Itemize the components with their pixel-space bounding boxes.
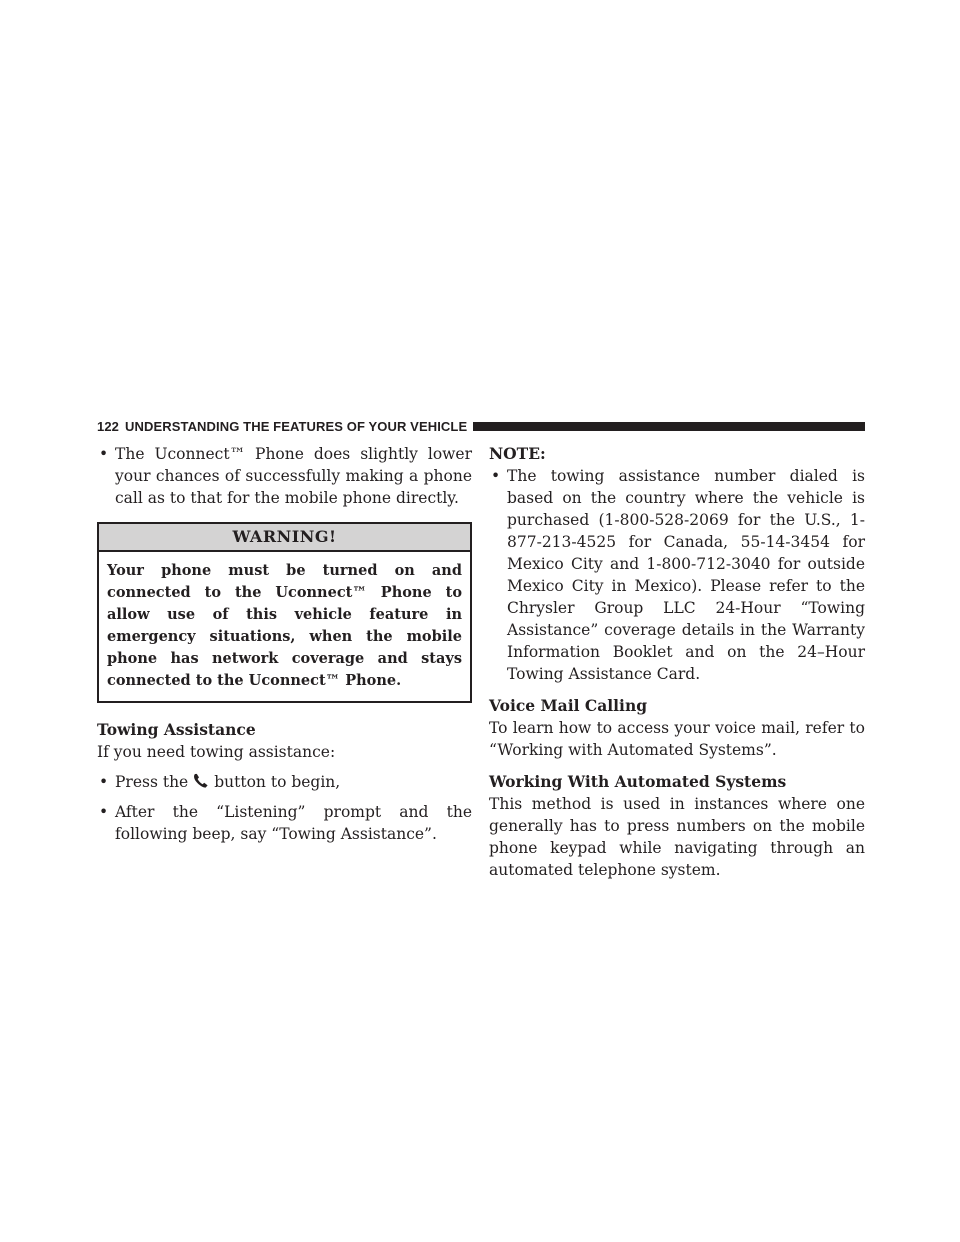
note-text: The towing assistance number dialed is based on the country where the vehicle is purchased (1-800-528-2069 for the U.S., 1-877-213-4525 for Canada, 55-14-3454 for Mexico City and 1-800-712-3040 for outside Mexico City in Mexico). Please refer to the Chrysler Group LLC 24-Hour “Towing Assistance” coverage details in the Warranty Information Booklet and on the 24–Hour Towing Assistance Card. [507,467,865,683]
automated-text: This method is used in instances where one generally has to press numbers on the mobile phone keypad while navigating through an automated telephone system. [489,795,865,879]
voicemail-text: To learn how to access your voice mail, refer to “Working with Automated Systems”. [489,719,865,759]
press-text-after: button to begin, [214,773,341,791]
note-label: NOTE: [489,444,546,463]
bullet-text: The Uconnect™ Phone does slightly lower your chances of successfully making a phone call as to that for the mobile phone directly. [115,445,472,507]
towing-intro: If you need towing assistance: [97,743,336,761]
right-column [489,443,865,887]
bullet-item [97,771,472,793]
page-number: 122 [97,418,119,434]
page-header [97,418,865,434]
bullet-item [97,801,472,845]
towing-heading: Towing Assistance [97,720,256,739]
bullet-item [97,443,472,509]
bullet-marker: • [99,773,109,791]
phone-icon [192,773,210,789]
warning-title: WARNING! [99,524,470,552]
header-rule [473,422,865,431]
automated-heading: Working With Automated Systems [489,772,787,791]
bullet-item [489,465,865,685]
bullet-text: After the “Listening” prompt and the following beep, say “Towing Assistance”. [115,803,472,843]
left-column [97,443,472,851]
voicemail-heading: Voice Mail Calling [489,696,648,715]
section-title: UNDERSTANDING THE FEATURES OF YOUR VEHICLE [125,418,468,434]
bullet-marker: • [99,445,109,463]
press-text-before: Press the [115,773,189,791]
bullet-marker: • [491,467,501,485]
warning-box [97,522,472,703]
bullet-marker: • [99,803,109,821]
warning-body: Your phone must be turned on and connected to the Uconnect™ Phone to allow use of this vehicle feature in emergency situations, when the mobile phone has network coverage and stays connected to the Uconnect™ Phone. [107,562,462,689]
